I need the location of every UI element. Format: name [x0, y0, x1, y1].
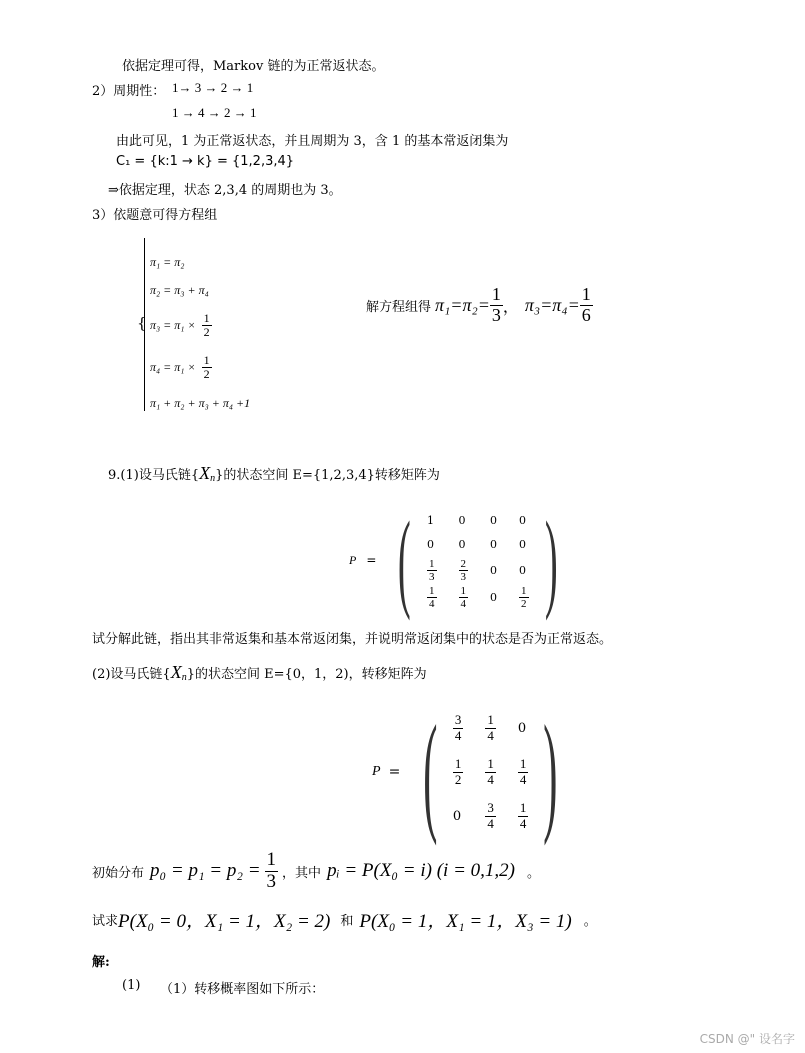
matrix-1-cell: 0	[458, 514, 466, 528]
answer-step-b: （1）转移概率图如下所示：	[160, 982, 325, 997]
init-den: 3	[266, 870, 277, 892]
matrix-1-den: 4	[460, 598, 467, 611]
matrix-2-den: 4	[519, 815, 527, 831]
matrix-1-row	[417, 585, 539, 610]
matrix-2-fraction	[485, 713, 496, 743]
solution-fraction-2	[580, 285, 593, 326]
ask-and: 和	[340, 914, 354, 929]
matrix-1-cell: 0	[490, 563, 498, 577]
text-line-7: 3）依题意可得方程组	[92, 208, 218, 223]
eq-4-lhs: π₄ = π₁ ×	[150, 360, 196, 375]
eq-3-num: 1	[203, 311, 210, 325]
answer-step-a: (1)	[122, 978, 141, 993]
matrix-2-left-paren: (	[423, 698, 438, 846]
init-def: pᵢ = P(X₀ = i) (i = 0,1,2)	[327, 860, 515, 882]
eq-4-num: 1	[203, 353, 210, 367]
matrix-1-fraction	[459, 585, 469, 610]
matrix-1-equals: =	[366, 553, 377, 567]
eq-5: π₁ + π₂ + π₃ + π₄ +1	[150, 396, 251, 410]
matrix-1-cell	[417, 585, 447, 610]
matrix-1-fraction	[427, 585, 437, 610]
matrix-2-num: 1	[454, 756, 462, 772]
text-line-6: ⇒依据定理，状态 2,3,4 的周期也为 3。	[108, 183, 342, 198]
ask-end: 。	[583, 914, 597, 929]
eq-1: π₁ = π₂	[150, 255, 185, 269]
eq-3-fraction	[202, 312, 212, 339]
matrix-2-cell: 0	[452, 808, 462, 824]
matrix-2-cell	[508, 795, 539, 837]
eq-3-lhs: π₃ = π₁ ×	[150, 318, 196, 333]
init-num: 1	[266, 849, 277, 870]
matrix-2-num: 3	[487, 800, 494, 816]
matrix-2-block	[372, 698, 573, 846]
q9-2-n: n	[181, 672, 187, 683]
matrix-2-fraction	[518, 801, 529, 831]
matrix-1-cell: 0	[519, 538, 527, 552]
matrix-1-cell: 0	[427, 538, 435, 552]
matrix-1-row	[417, 534, 539, 556]
matrix-2-cell	[443, 707, 474, 749]
matrix-1-right-paren: )	[544, 499, 558, 621]
matrix-1-cell: 1	[427, 514, 435, 528]
matrix-2-num: 3	[454, 712, 462, 728]
ask-label: 试求	[92, 914, 119, 929]
matrix-1-cell: 0	[519, 514, 527, 528]
matrix-1-cell	[449, 585, 479, 610]
brace-tip: {	[137, 314, 147, 332]
init-expr: p₀ = p₁ = p₂ =	[150, 860, 261, 882]
matrix-2-num: 1	[487, 712, 494, 728]
solution-part-2: π₃=π₄=	[524, 294, 580, 315]
init-label: 初始分布	[92, 865, 145, 881]
matrix-1-num: 2	[460, 557, 467, 570]
eq-4-fraction	[202, 354, 212, 381]
matrix-1-den: 3	[460, 570, 467, 583]
matrix-1-cell	[449, 558, 479, 583]
path-2: 1 → 4 → 2 → 1	[172, 105, 257, 120]
matrix-2-right-paren: )	[543, 698, 558, 846]
q9-intro-2-b: }的状态空间 E={0，1，2)，转移矩阵为	[186, 667, 427, 682]
matrix-1-left-paren: (	[398, 499, 412, 621]
matrix-1-fraction	[459, 558, 469, 583]
q9-xn: X	[199, 463, 211, 483]
matrix-2-equals: =	[388, 764, 401, 780]
q9-2-xn: X	[170, 662, 182, 682]
eq-2: π₂ = π₃ + π₄	[150, 283, 209, 297]
matrix-1-cell: 0	[458, 538, 466, 552]
matrix-2-den: 2	[454, 771, 462, 787]
ask-expr-1: P(X₀ = 0，X₁ = 1，X₂ = 2)	[118, 911, 331, 932]
matrix-2-symbol: P	[372, 764, 381, 779]
matrix-2-den: 4	[454, 727, 462, 743]
matrix-2-cell	[475, 707, 506, 749]
matrix-2-cell	[508, 751, 539, 793]
q9-intro-a: 9.(1)设马氏链{	[108, 468, 200, 483]
initial-distribution	[92, 850, 540, 893]
matrix-1	[415, 508, 541, 612]
matrix-2-fraction	[485, 757, 496, 787]
solution-frac-1-num: 1	[491, 284, 501, 304]
init-fraction	[265, 850, 279, 893]
q9-intro-b: }的状态空间 E={1,2,3,4}转移矩阵为	[215, 468, 440, 483]
solution-frac-2-num: 1	[581, 284, 591, 304]
matrix-2-row	[443, 795, 539, 837]
matrix-2-cell	[475, 751, 506, 793]
matrix-1-num: 1	[429, 585, 435, 597]
matrix-1-row	[417, 558, 539, 583]
solution-frac-1-den: 3	[491, 304, 501, 325]
ask-line	[92, 906, 597, 933]
matrix-2-fraction	[518, 757, 529, 787]
text-periodicity-label: 2）周期性：	[92, 84, 166, 99]
matrix-1-num: 1	[429, 557, 435, 570]
matrix-1-den: 3	[429, 570, 435, 583]
q9-intro-2-a: (2)设马氏链{	[92, 667, 171, 682]
solution	[366, 285, 593, 326]
matrix-1-fraction	[427, 558, 437, 583]
matrix-1-fraction	[519, 585, 529, 610]
solution-frac-2-den: 6	[581, 304, 591, 325]
solution-prefix: 解方程组得	[366, 299, 432, 315]
matrix-1-num: 1	[460, 585, 467, 597]
matrix-1-cell: 0	[519, 563, 527, 577]
matrix-1-cell	[509, 585, 539, 610]
text-line-4: 由此可见，1 为正常返状态，并且周期为 3，含 1 的基本常返闭集为	[116, 134, 509, 149]
matrix-1-cell: 0	[490, 538, 498, 552]
matrix-2-num: 1	[519, 756, 527, 772]
watermark: CSDN @" 设名字	[699, 1032, 795, 1046]
eq-4-den: 2	[203, 367, 210, 382]
matrix-1-cell: 0	[490, 591, 498, 605]
q9-task-1: 试分解此链，指出其非常返集和基本常返闭集，并说明常返闭集中的状态是否为正常返态。	[92, 632, 613, 647]
init-where: ，其中	[282, 865, 322, 881]
init-end: 。	[526, 865, 540, 881]
matrix-2-den: 4	[487, 815, 494, 831]
matrix-2-row	[443, 751, 539, 793]
text-line-1: 依据定理可得，Markov 链的为正常返状态。	[122, 59, 385, 74]
q9-n: n	[210, 473, 216, 484]
matrix-2-den: 4	[487, 771, 494, 787]
matrix-2-fraction	[453, 713, 464, 743]
matrix-2-num: 1	[519, 800, 527, 816]
q9-intro-2	[92, 662, 427, 683]
matrix-1-block	[349, 499, 569, 621]
matrix-1-cell: 0	[490, 514, 498, 528]
matrix-1-den: 2	[521, 598, 527, 611]
matrix-1-symbol: P	[349, 552, 357, 567]
matrix-2-den: 4	[487, 727, 494, 743]
path-1: 1→ 3 → 2 → 1	[172, 80, 254, 95]
solution-separator: ，	[502, 296, 519, 316]
matrix-2-num: 1	[487, 756, 494, 772]
solution-fraction-1	[490, 285, 503, 326]
answer-label: 解:	[92, 955, 110, 970]
matrix-2-cell: 0	[517, 720, 527, 736]
eq-3-den: 2	[203, 325, 210, 340]
matrix-2-den: 4	[519, 771, 527, 787]
ask-expr-2: P(X₀ = 1，X₁ = 1，X₃ = 1)	[359, 911, 572, 932]
solution-part-1: π₁=π₂=	[435, 294, 490, 315]
matrix-2-row	[443, 707, 539, 749]
matrix-2-cell	[475, 795, 506, 837]
eq-3	[150, 312, 212, 339]
matrix-1-row	[417, 510, 539, 532]
matrix-2-fraction	[453, 757, 464, 787]
matrix-2-cell	[443, 751, 474, 793]
matrix-1-cell	[417, 558, 447, 583]
matrix-2	[441, 705, 541, 839]
matrix-1-num: 1	[521, 585, 527, 597]
matrix-1-den: 4	[429, 598, 435, 611]
closed-set-formula: C₁ = {k:1 → k} = {1,2,3,4}	[116, 154, 295, 169]
matrix-2-fraction	[485, 801, 496, 831]
eq-4	[150, 354, 212, 381]
q9-intro	[108, 463, 440, 484]
